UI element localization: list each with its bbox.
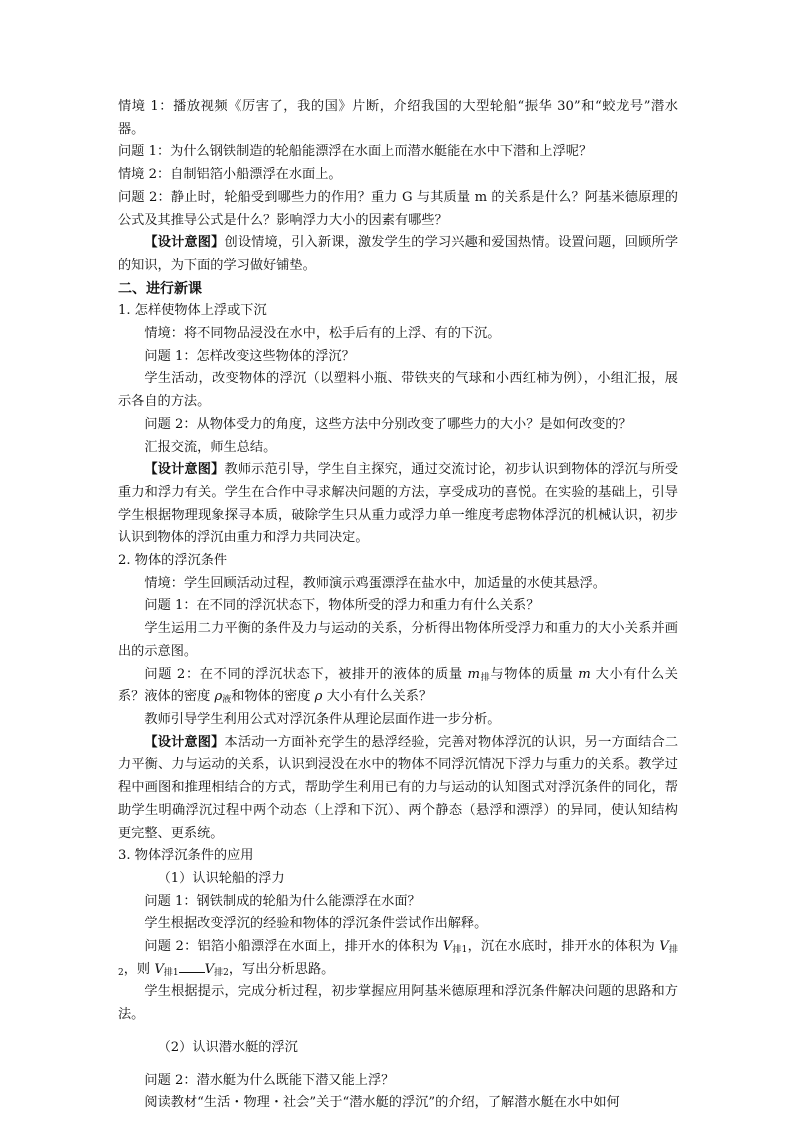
text-run: 大小有什么关系？ [322, 689, 433, 705]
subsection-title-3: 3. 物体浮沉条件的应用 [118, 848, 254, 864]
symbol-m: m [467, 666, 481, 682]
paragraph-sub2-guidance: 教师引导学生利用公式对浮沉条件从理论层面作进一步分析。 [144, 711, 501, 727]
paragraph-sub1-activity: 学生活动，改变物体的浮沉（以塑料小瓶、带铁夹的气球和小西红柿为例），小组汇报，展示各自的方法。 [118, 371, 678, 410]
spacer [118, 1027, 678, 1037]
paragraph-sub1-summary: 汇报交流，师生总结。 [144, 439, 277, 455]
design-intent-label: 【设计意图】 [144, 462, 225, 478]
symbol-m: m [578, 666, 591, 682]
text-run: ，沉在水底时，排开水的体积为 [467, 939, 660, 955]
document-page [118, 96, 678, 1115]
subscript-pai2: 排2 [118, 945, 678, 978]
section-heading-new-lesson: 二、进行新课 [118, 280, 202, 297]
paragraph-sub2-question-2 [118, 664, 678, 709]
symbol-V: V [659, 939, 669, 955]
text-run: 和物体的密度 [231, 689, 315, 705]
symbol-V: V [154, 961, 164, 977]
text-run: ，写出分析思路。 [228, 961, 335, 977]
design-intent-text: 本活动一方面补充学生的悬浮经验，完善对物体浮沉的认识，另一方面结合二力平衡、力与运动的关系，认识到浸没在水中的物体不同浮沉情况下浮力与重力的关系。教学过程中画图和推理相结合的方式，帮助学生利用已有的力与运动的认知图式对浮沉条件的同化，帮助学生明确浮沉过程中两个动态（上浮和下沉）、两个静态（悬浮和漂浮）的异同，使认知结构更完整、更系统。 [118, 734, 679, 841]
text-run: 问题 2：在不同的浮沉状态下，被排开的液体的质量 [144, 666, 468, 682]
fill-in-blank[interactable] [179, 960, 205, 973]
subsection-title-3-2: （2）认识潜水艇的浮沉 [157, 1039, 298, 1055]
paragraph-situation-2: 情境 2：自制铝箔小船漂浮在水面上。 [118, 167, 342, 183]
paragraph-design-intent-1 [118, 232, 678, 277]
paragraph-design-intent-3 [118, 732, 678, 846]
paragraph-question-1: 问题 1：为什么钢铁制造的轮船能漂浮在水面上而潜水艇能在水中下潜和上浮呢？ [118, 144, 593, 160]
paragraph-situation-1: 情境 1：播放视频《厉害了，我的国》片断，介绍我国的大型轮船“振华 30”和“蛟龙号”潜水器。 [118, 99, 678, 137]
subscript-pai1: 排1 [163, 967, 179, 978]
paragraph-sub2-analysis: 学生运用二力平衡的条件及力与运动的关系，分析得出物体所受浮力和重力的大小关系并画出的示意图。 [118, 621, 678, 659]
subscript-ye: 液 [222, 695, 232, 706]
paragraph-sub1-question-2: 问题 2：从物体受力的角度，这些方法中分别改变了哪些力的大小？是如何改变的？ [144, 416, 632, 432]
subscript-pai2: 排2 [214, 967, 229, 978]
symbol-V: V [442, 939, 453, 955]
design-intent-label: 【设计意图】 [144, 235, 225, 251]
paragraph-sub3-reading: 阅读教材“生活・物理・社会”关于“潜水艇的浮沉”的介绍，了解潜水艇在水中如何 [144, 1095, 620, 1111]
symbol-V: V [204, 961, 215, 977]
paragraph-sub3-question-2 [118, 936, 678, 981]
text-run: ，则 [123, 961, 155, 977]
paragraph-sub3-explain: 学生根据改变浮沉的经验和物体的浮沉条件尝试作出解释。 [144, 916, 488, 932]
design-intent-label: 【设计意图】 [144, 734, 225, 750]
text-run: 与物体的质量 [490, 666, 579, 682]
symbol-rho: ρ [314, 689, 323, 705]
paragraph-design-intent-2 [118, 459, 678, 550]
paragraph-sub1-situation: 情境：将不同物品浸没在水中，松手后有的上浮、有的下沉。 [144, 326, 501, 342]
design-intent-text: 创设情境，引入新课，激发学生的学习兴趣和爱国热情。设置问题，回顾所学的知识，为下面的学习做好铺垫。 [118, 235, 679, 273]
paragraph-question-2: 问题 2：静止时，轮船受到哪些力的作用？重力 G 与其质量 m 的关系是什么？阿基米德原理的公式及其推导公式是什么？影响浮力大小的因素有哪些？ [118, 189, 678, 228]
paragraph-sub3-question-3: 问题 2：潜水艇为什么既能下潜又能上浮？ [144, 1072, 395, 1088]
subscript-pai: 排 [480, 672, 491, 683]
paragraph-sub2-question-1: 问题 1：在不同的浮沉状态下，物体所受的浮力和重力有什么关系？ [144, 598, 540, 614]
paragraph-sub1-question-1: 问题 1：怎样改变这些物体的浮沉？ [144, 348, 355, 364]
paragraph-sub2-situation: 情境：学生回顾活动过程，教师演示鸡蛋漂浮在盐水中，加适量的水使其悬浮。 [144, 575, 606, 591]
subsection-title-3-1: （1）认识轮船的浮力 [157, 870, 285, 886]
symbol-rho: ρ [214, 689, 223, 705]
spacer [118, 1060, 678, 1070]
paragraph-sub3-question-1: 问题 1：钢铁制成的轮船为什么能漂浮在水面？ [144, 893, 421, 909]
subsection-title-2: 2. 物体的浮沉条件 [118, 553, 228, 569]
text-run: 问题 2：铝箔小船漂浮在水面上，排开水的体积为 [144, 939, 443, 955]
subscript-pai1: 排1 [452, 945, 468, 956]
text-run: 大小有什么关系？液体的密度 [118, 666, 678, 705]
design-intent-text: 教师示范引导，学生自主探究，通过交流讨论，初步认识到物体的浮沉与所受重力和浮力有关。学生在合作中寻求解决问题的方法，享受成功的喜悦。在实验的基础上，引导学生根据物理现象探寻本质，破除学生只从重力或浮力单一维度考虑物体浮沉的机械认识，初步认识到物体的浮沉由重力和浮力共同决定。 [118, 462, 679, 546]
subsection-title-1: 1. 怎样使物体上浮或下沉 [118, 303, 267, 319]
paragraph-sub3-complete: 学生根据提示，完成分析过程，初步掌握应用阿基米德原理和浮沉条件解决问题的思路和方法。 [118, 984, 678, 1023]
